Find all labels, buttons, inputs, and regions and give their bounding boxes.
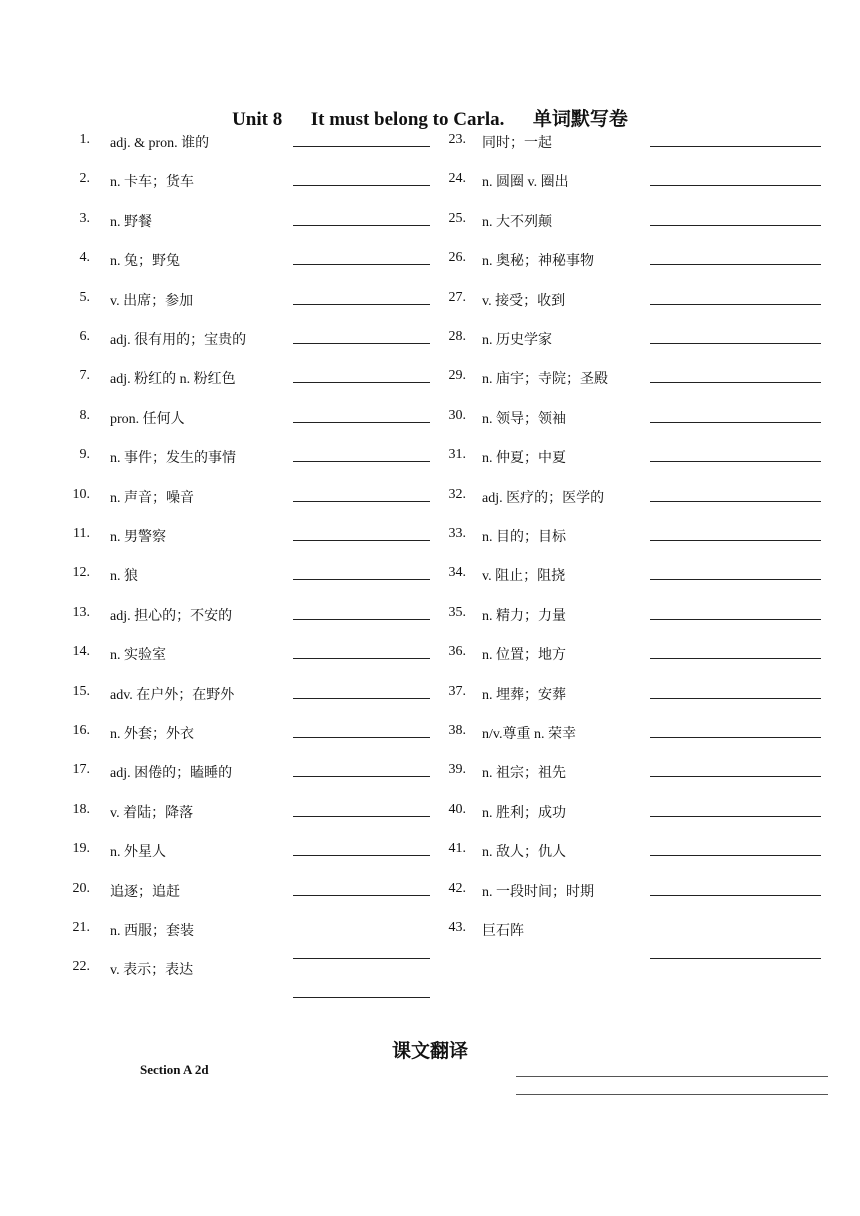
answer-blank[interactable] bbox=[650, 264, 821, 265]
item-definition: n. 位置；地方 bbox=[482, 648, 566, 664]
item-number: 3. bbox=[79, 210, 90, 226]
section-heading: 课文翻译 bbox=[391, 1041, 468, 1062]
item-number: 35. bbox=[448, 604, 466, 620]
item-number: 13. bbox=[72, 604, 90, 620]
answer-blank[interactable] bbox=[650, 895, 821, 896]
item-definition: adv. 在户外；在野外 bbox=[110, 687, 235, 703]
item-definition: n/v.尊重 n. 荣幸 bbox=[482, 727, 576, 742]
item-number: 27. bbox=[448, 289, 466, 305]
vocab-item bbox=[0, 920, 860, 942]
item-number: 24. bbox=[448, 171, 466, 187]
item-number: 42. bbox=[448, 880, 466, 896]
vocab-item bbox=[0, 487, 860, 509]
item-definition: 追逐；追赶 bbox=[110, 884, 180, 900]
item-number: 14. bbox=[72, 644, 90, 660]
item-definition: adj. 粉红的 n. 粉红色 bbox=[110, 372, 236, 388]
item-number: 21. bbox=[72, 920, 90, 935]
page-title: Unit 8 It must belong to Carla. 单词默写卷 bbox=[232, 109, 628, 130]
item-definition: n. 野餐 bbox=[110, 214, 152, 230]
vocab-item bbox=[0, 881, 860, 903]
item-number: 7. bbox=[79, 368, 90, 384]
item-number: 19. bbox=[72, 841, 90, 857]
item-definition: n. 圆圈 v. 圈出 bbox=[482, 175, 569, 191]
vocab-item bbox=[0, 684, 860, 706]
item-number: 29. bbox=[448, 368, 466, 384]
item-definition: n. 奥秘；神秘事物 bbox=[482, 254, 594, 270]
item-number: 40. bbox=[448, 801, 466, 817]
item-number: 43. bbox=[448, 920, 466, 935]
item-number: 1. bbox=[79, 132, 90, 147]
vocab-item bbox=[0, 644, 860, 666]
item-number: 37. bbox=[448, 683, 466, 699]
vocab-item bbox=[0, 959, 860, 981]
item-definition: n. 卡车；货车 bbox=[110, 175, 194, 191]
item-number: 41. bbox=[448, 841, 466, 857]
item-definition: v. 阻止；阻挠 bbox=[482, 569, 566, 585]
item-number: 32. bbox=[448, 486, 466, 502]
answer-blank[interactable] bbox=[650, 855, 821, 856]
answer-blank[interactable] bbox=[650, 146, 821, 147]
answer-blank[interactable] bbox=[650, 619, 821, 620]
answer-blank[interactable] bbox=[650, 540, 821, 541]
translation-blank[interactable] bbox=[516, 1094, 828, 1095]
item-number: 10. bbox=[72, 486, 90, 502]
item-number: 20. bbox=[72, 880, 90, 896]
vocab-item bbox=[0, 762, 860, 784]
answer-blank[interactable] bbox=[650, 185, 821, 186]
answer-blank[interactable] bbox=[650, 698, 821, 699]
vocab-item bbox=[0, 132, 860, 154]
answer-blank[interactable] bbox=[650, 225, 821, 226]
item-number: 16. bbox=[72, 723, 90, 738]
answer-blank[interactable] bbox=[650, 382, 821, 383]
vocab-item bbox=[0, 841, 860, 863]
item-number: 26. bbox=[448, 250, 466, 266]
item-number: 22. bbox=[72, 959, 90, 975]
vocab-item bbox=[0, 329, 860, 351]
item-number: 23. bbox=[448, 132, 466, 147]
item-number: 5. bbox=[79, 289, 90, 305]
answer-blank[interactable] bbox=[293, 997, 430, 998]
item-definition: n. 外星人 bbox=[110, 845, 166, 861]
answer-blank[interactable] bbox=[650, 501, 821, 502]
item-definition: n. 祖宗；祖先 bbox=[482, 766, 566, 782]
item-number: 36. bbox=[448, 644, 466, 660]
item-definition: v. 接受；收到 bbox=[482, 293, 566, 309]
vocab-item bbox=[0, 565, 860, 587]
answer-blank[interactable] bbox=[650, 304, 821, 305]
vocab-item bbox=[0, 290, 860, 312]
answer-blank[interactable] bbox=[650, 658, 821, 659]
answer-blank[interactable] bbox=[650, 816, 821, 817]
item-definition: adj. 医疗的；医学的 bbox=[482, 490, 605, 506]
item-definition: adj. 担心的；不安的 bbox=[110, 608, 233, 624]
item-definition: v. 出席；参加 bbox=[110, 293, 194, 309]
item-definition: n. 一段时间；时期 bbox=[482, 884, 594, 900]
vocab-item bbox=[0, 171, 860, 193]
item-definition: n. 埋葬；安葬 bbox=[482, 687, 566, 703]
answer-blank[interactable] bbox=[650, 422, 821, 423]
item-number: 8. bbox=[79, 407, 90, 423]
item-number: 4. bbox=[79, 250, 90, 266]
item-definition: n. 西服；套装 bbox=[110, 924, 194, 939]
item-definition: adj. & pron. 谁的 bbox=[110, 136, 210, 151]
vocab-item bbox=[0, 802, 860, 824]
item-number: 34. bbox=[448, 565, 466, 581]
item-number: 33. bbox=[448, 526, 466, 541]
vocab-item bbox=[0, 605, 860, 627]
item-number: 30. bbox=[448, 407, 466, 423]
answer-blank[interactable] bbox=[650, 737, 821, 738]
item-definition: n. 实验室 bbox=[110, 648, 166, 664]
item-number: 17. bbox=[72, 762, 90, 778]
vocab-item bbox=[0, 408, 860, 430]
item-definition: n. 历史学家 bbox=[482, 333, 552, 348]
item-number: 38. bbox=[448, 723, 466, 738]
translation-blank[interactable] bbox=[516, 1076, 828, 1077]
item-definition: pron. 任何人 bbox=[110, 411, 185, 427]
section-label: Section A 2d bbox=[140, 1062, 209, 1077]
item-definition: adj. 很有用的；宝贵的 bbox=[110, 333, 247, 348]
item-definition: adj. 困倦的；瞌睡的 bbox=[110, 766, 233, 782]
item-number: 31. bbox=[448, 447, 466, 463]
item-definition: n. 领导；领袖 bbox=[482, 411, 566, 427]
item-number: 25. bbox=[448, 210, 466, 226]
answer-blank[interactable] bbox=[650, 461, 821, 462]
item-definition: v. 着陆；降落 bbox=[110, 805, 194, 821]
item-number: 18. bbox=[72, 801, 90, 817]
item-definition: n. 事件；发生的事情 bbox=[110, 451, 236, 467]
answer-blank[interactable] bbox=[650, 776, 821, 777]
vocab-item bbox=[0, 368, 860, 390]
item-definition: n. 敌人；仇人 bbox=[482, 845, 566, 861]
item-definition: n. 狼 bbox=[110, 569, 138, 585]
item-definition: n. 声音；噪音 bbox=[110, 490, 194, 506]
answer-blank[interactable] bbox=[650, 343, 821, 344]
item-definition: n. 大不列颠 bbox=[482, 214, 552, 230]
item-definition: n. 男警察 bbox=[110, 530, 166, 545]
answer-blank[interactable] bbox=[650, 958, 821, 959]
item-definition: 巨石阵 bbox=[482, 924, 524, 939]
item-number: 12. bbox=[72, 565, 90, 581]
item-definition: 同时；一起 bbox=[482, 136, 552, 151]
item-definition: n. 仲夏；中夏 bbox=[482, 451, 566, 467]
item-definition: v. 表示；表达 bbox=[110, 963, 194, 979]
item-definition: n. 目的；目标 bbox=[482, 530, 566, 545]
vocab-item bbox=[0, 526, 860, 548]
item-number: 28. bbox=[448, 329, 466, 344]
answer-blank[interactable] bbox=[650, 579, 821, 580]
vocab-item bbox=[0, 723, 860, 745]
item-definition: n. 兔；野兔 bbox=[110, 254, 180, 270]
item-number: 9. bbox=[79, 447, 90, 463]
item-definition: n. 精力；力量 bbox=[482, 608, 566, 624]
vocab-item bbox=[0, 250, 860, 272]
item-definition: n. 外套；外衣 bbox=[110, 727, 194, 742]
item-number: 39. bbox=[448, 762, 466, 778]
item-number: 15. bbox=[72, 683, 90, 699]
item-definition: n. 胜利；成功 bbox=[482, 805, 566, 821]
item-number: 11. bbox=[73, 526, 90, 541]
vocab-item bbox=[0, 211, 860, 233]
item-number: 6. bbox=[79, 329, 90, 344]
vocab-item bbox=[0, 447, 860, 469]
item-number: 2. bbox=[79, 171, 90, 187]
item-definition: n. 庙宇；寺院；圣殿 bbox=[482, 372, 608, 388]
